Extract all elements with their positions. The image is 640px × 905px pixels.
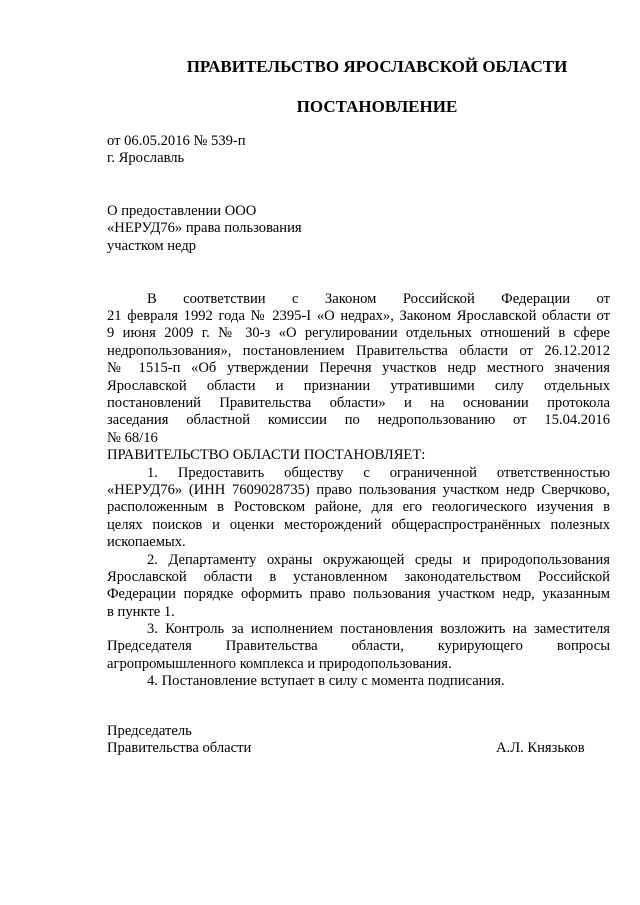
item-3-line: Председателя Правительства области, курирующего вопросы: [107, 638, 610, 654]
item-1-line: расположенным в Ростовском районе, для его геологического изучения в: [107, 499, 610, 515]
item-1-line: «НЕРУД76» (ИНН 7609028735) право пользования участком недр Сверчково,: [107, 482, 610, 498]
preamble-line: Ярославской области и признании утратившими силу отдельных: [107, 378, 610, 394]
date-number: от 06.05.2016 № 539-п: [107, 133, 246, 149]
preamble-line: постановлений Правительства области» и на основании протокола: [107, 395, 610, 411]
preamble-line: 9 июня 2009 г. № 30-з «О регулировании отдельных отношений в сфере: [107, 325, 610, 341]
item-3-line: агропромышленного комплекса и природопользования.: [107, 656, 452, 672]
subject-line: «НЕРУД76» права пользования: [107, 220, 302, 236]
signature-title: Председатель: [107, 723, 192, 739]
item-2-line: 2. Департаменту охраны окружающей среды и природопользования: [147, 552, 610, 568]
document-type-heading: ПОСТАНОВЛЕНИЕ: [296, 97, 458, 116]
item-3-line: 3. Контроль за исполнением постановления возложить на заместителя: [147, 621, 610, 637]
preamble-line: № 68/16: [107, 430, 158, 446]
item-1-line: ископаемых.: [107, 534, 186, 550]
subject-line: участком недр: [107, 238, 197, 254]
item-4-line: 4. Постановление вступает в силу с момента подписания.: [147, 673, 505, 689]
signature-title: Правительства области: [107, 740, 252, 756]
subject-line: О предоставлении ООО: [107, 203, 257, 219]
preamble-line: № 1515-п «Об утверждении Перечня участков недр местного значения: [107, 360, 610, 376]
city: г. Ярославль: [107, 150, 185, 166]
preamble-line: В соответствии с Законом Российской Федерации от: [147, 291, 610, 307]
item-1-line: целях поисков и оценки месторождений общераспространённых полезных: [107, 517, 610, 533]
item-2-line: в пункте 1.: [107, 604, 175, 620]
government-heading: ПРАВИТЕЛЬСТВО ЯРОСЛАВСКОЙ ОБЛАСТИ: [186, 57, 568, 76]
decree-line: ПРАВИТЕЛЬСТВО ОБЛАСТИ ПОСТАНОВЛЯЕТ:: [107, 447, 426, 463]
preamble-line: 21 февраля 1992 года № 2395-I «О недрах», Законом Ярославской области от: [107, 308, 610, 324]
item-2-line: Ярославской области в установленном законодательством Российской: [107, 569, 610, 585]
item-1-line: 1. Предоставить обществу с ограниченной ответственностью: [147, 465, 610, 481]
preamble-line: недропользования», постановлением Правительства области от 26.12.2012: [107, 343, 610, 359]
preamble-line: заседания областной комиссии по недропользованию от 15.04.2016: [107, 412, 610, 428]
item-2-line: Федерации порядке оформить право пользования участком недр, указанным: [107, 586, 610, 602]
signature-name: А.Л. Князьков: [496, 740, 585, 756]
